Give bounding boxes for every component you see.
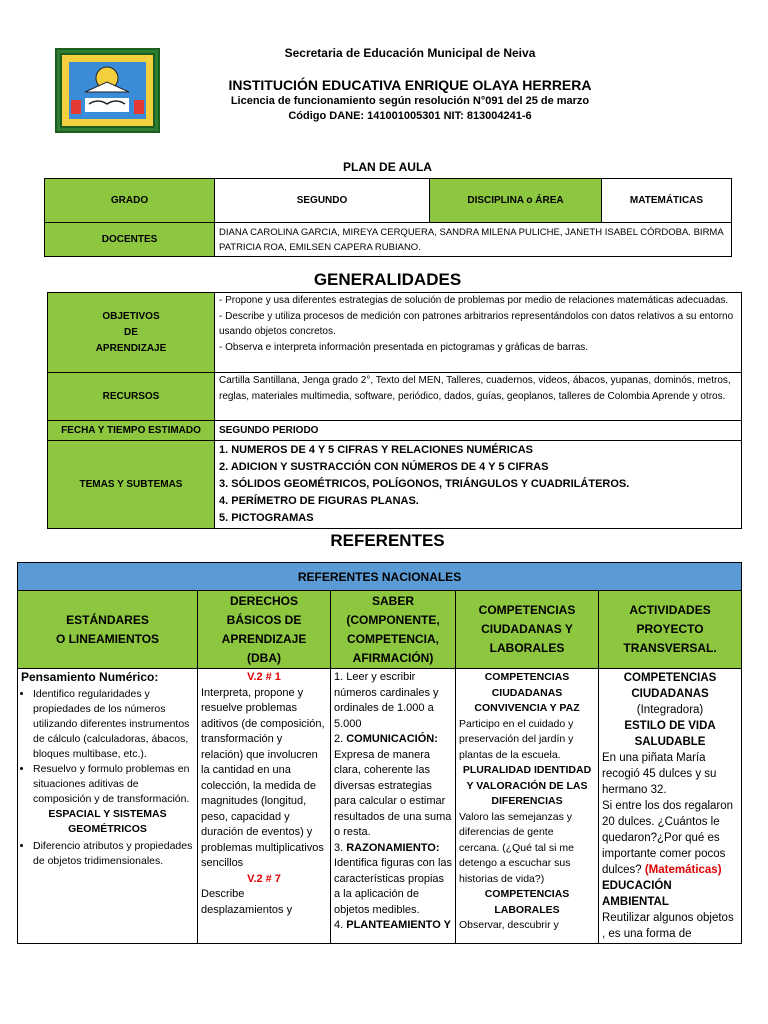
col-header-line: DERECHOS (229, 593, 298, 608)
plan-title: PLAN DE AULA (343, 160, 432, 174)
institution-name: INSTITUCIÓN EDUCATIVA ENRIQUE OLAYA HERRERA (228, 77, 592, 93)
col-header-line: (COMPONENTE, (346, 612, 440, 627)
actividad-text-1: En una piñata María recogió 45 dulces y su hermano 32. (602, 752, 717, 796)
saber-item-2-heading (334, 732, 452, 748)
generalidades-table (47, 292, 742, 529)
recursos-text: Cartilla Santillana, Jenga grado 2°, Texto del MEN, Talleres, cuadernos, videos, ábacos, yupanas, dominós, metros, reglas, materiales multimedia, software, periódico, dados, guías, geoplanos, talleres de Colombia Aprende y otros. (215, 373, 742, 421)
school-crest-logo (55, 48, 160, 133)
objetivos-label (48, 293, 215, 373)
col-header-line: ACTIVIDADES (629, 603, 711, 617)
col-header-line: APRENDIZAJE (221, 631, 307, 646)
tema-item: 4. PERÍMETRO DE FIGURAS PLANAS. (219, 495, 419, 507)
actividad-text-2 (602, 798, 738, 878)
saber-item-4-heading (334, 918, 452, 934)
tema-item: 1. NUMEROS DE 4 Y 5 CIFRAS Y RELACIONES NUMÉRICAS (219, 444, 533, 456)
objetivos-label-line: APRENDIZAJE (95, 342, 167, 354)
saber-item-3: Identifica figuras con las características propias a la aplicación de objetos medibles. (334, 857, 453, 916)
saber-item-1: 1. Leer y escribir números cardinales y ordinales de 1.000 a 5.000 (334, 671, 439, 730)
pluralidad-heading: PLURALIDAD IDENTIDAD Y VALORACIÓN DE LAS DIFERENCIAS (462, 764, 592, 807)
col-header-line: (DBA) (247, 650, 281, 665)
competencias-laborales-heading: COMPETENCIAS LABORALES (484, 888, 570, 916)
col-header-competencias (456, 591, 599, 669)
info-table (44, 178, 732, 257)
objetivo-item: - Observa e interpreta información presentada en pictogramas y gráficas de barras. (219, 341, 589, 353)
col-header-line: SABER (371, 593, 414, 608)
col-header-dba (198, 591, 331, 669)
saber-num: 2. (334, 733, 347, 745)
col-header-line: COMPETENCIA, (346, 631, 439, 646)
competencias-text-3: Observar, descubrir y (459, 919, 559, 931)
actividades-heading-1: COMPETENCIAS CIUDADANAS (623, 672, 717, 700)
col-header-line: PROYECTO (636, 622, 704, 636)
matematicas-tag: (Matemáticas) (644, 864, 722, 876)
estandar-item: • Resuelvo y formulo problemas en situaciones aditivas de composición y de transformación. (33, 762, 194, 807)
objetivos-label-line: OBJETIVOS (102, 310, 160, 322)
recursos-label: RECURSOS (48, 373, 215, 421)
educacion-ambiental-heading: EDUCACIÓN AMBIENTAL (602, 880, 672, 908)
saber-bold: PLANTEAMIENTO Y (346, 919, 451, 931)
fecha-text: SEGUNDO PERIODO (215, 421, 742, 441)
competencias-cell (456, 669, 599, 944)
estilo-vida-heading: ESTILO DE VIDA SALUDABLE (624, 720, 716, 748)
pensamiento-numerico-heading: Pensamiento Numérico: (21, 670, 159, 684)
competencias-ciudadanas-heading: COMPETENCIAS CIUDADANAS (484, 671, 570, 699)
dba-text-2: Describe desplazamientos y (201, 888, 293, 916)
fecha-label: FECHA Y TIEMPO ESTIMADO (48, 421, 215, 441)
actividad-question: Si entre los dos regalaron 20 dulces. ¿Cuántos le quedaron?¿Por qué es importante comer pocos dulces? (602, 800, 734, 876)
dba-text-1: Interpreta, propone y resuelve problemas aditivos (de composición, transformación y relación) que involucren la cantidad en una colección, la medida de magnitudes (longitud, peso, capacidad y duración de eventos) y problemas multiplicativos sencillos (201, 686, 325, 869)
objetivos-text (215, 293, 742, 373)
estandar-item: • Identifico regularidades y propiedades de los números utilizando diferentes instrumentos de cálculo (calculadoras, ábacos, bloques multibase, etc.). (33, 687, 194, 762)
convivencia-heading: CONVIVENCIA Y PAZ (474, 702, 580, 714)
license-text: Licencia de funcionamiento según resolución N°091 del 25 de marzo (230, 95, 590, 107)
disciplina-label: DISCIPLINA o ÁREA (430, 179, 602, 223)
tema-item: 5. PICTOGRAMAS (219, 512, 314, 524)
actividades-cell (599, 669, 742, 944)
saber-cell (331, 669, 456, 944)
objetivo-item: - Propone y usa diferentes estrategias de solución de problemas por medio de relaciones matemáticas adecuadas. (219, 295, 729, 306)
col-header-actividades (599, 591, 742, 669)
col-header-line: BÁSICOS DE (226, 612, 302, 627)
grado-label: GRADO (45, 179, 215, 223)
generalidades-title: GENERALIDADES (313, 270, 462, 289)
estandar-item: • Diferencio atributos y propiedades de objetos tridimensionales. (33, 839, 194, 869)
competencias-text-2: Valoro las semejanzas y diferencias de gente cercana. (¿Qué tal si me detengo a escuchar sus historias de vida?) (459, 810, 574, 885)
referentes-title: REFERENTES (330, 531, 445, 550)
estandares-cell (18, 669, 198, 944)
col-header-line: AFIRMACIÓN) (352, 650, 434, 665)
saber-num: 3. (334, 841, 347, 854)
col-header-line: COMPETENCIAS (478, 603, 576, 617)
dba-cell (198, 669, 331, 944)
espacial-heading: ESPACIAL Y SISTEMAS GEOMÉTRICOS (48, 808, 167, 835)
codes-text: Código DANE: 141001005301 NIT: 813004241-6 (288, 110, 532, 122)
saber-num: 4. (334, 919, 347, 931)
objetivo-item: - Describe y utiliza procesos de medición con patrones arbitrarios representándolos con datos relativos a su entorno usando objetos concretos. (219, 310, 734, 337)
temas-label: TEMAS Y SUBTEMAS (48, 441, 215, 529)
objetivos-label-line: DE (124, 326, 138, 338)
integradora-sub: (Integradora) (636, 704, 704, 716)
saber-bold: COMUNICACIÓN: (346, 733, 438, 745)
docentes-label: DOCENTES (45, 223, 215, 257)
referentes-table (17, 562, 742, 944)
secretaria-text: Secretaria de Educación Municipal de Neiva (284, 46, 536, 60)
saber-item-2: Expresa de manera clara, coherente las diversas estrategias para calcular o estimar resultados de una suma o resta. (334, 748, 452, 838)
col-header-saber (331, 591, 456, 669)
tema-item: 2. ADICION Y SUSTRACCIÓN CON NÚMEROS DE 4 Y 5 CIFRAS (219, 461, 549, 473)
col-header-line: LABORALES (489, 641, 565, 655)
col-header-line: TRANSVERSAL. (623, 641, 717, 655)
temas-list (215, 441, 742, 529)
tema-item: 3. SÓLIDOS GEOMÉTRICOS, POLÍGONOS, TRIÁNGULOS Y CUADRILÁTEROS. (219, 478, 630, 490)
dba-version-1: V.2 # 1 (247, 671, 281, 683)
dba-version-2: V.2 # 7 (247, 872, 281, 885)
docentes-value: DIANA CAROLINA GARCIA, MIREYA CERQUERA, SANDRA MILENA PULICHE, JANETH ISABEL CÓRDOBA. BIRMA PATRICIA ROA, EMILSEN CAPERA RUBIANO. (215, 223, 732, 257)
saber-item-3-heading (334, 841, 452, 857)
referentes-nacionales-header: REFERENTES NACIONALES (18, 563, 742, 591)
actividad-text-3: Reutilizar algunos objetos , es una forma de (602, 912, 734, 940)
grado-value: SEGUNDO (215, 179, 430, 223)
col-header-line: CIUDADANAS Y (481, 622, 573, 636)
competencias-text-1: Participo en el cuidado y preservación del jardín y plantas de la escuela. (459, 717, 574, 761)
col-header-estandares (18, 591, 198, 669)
col-header-line: O LINEAMIENTOS (55, 631, 160, 646)
disciplina-value: MATEMÁTICAS (602, 179, 732, 223)
saber-bold: RAZONAMIENTO: (346, 841, 440, 854)
col-header-line: ESTÁNDARES (66, 612, 149, 627)
